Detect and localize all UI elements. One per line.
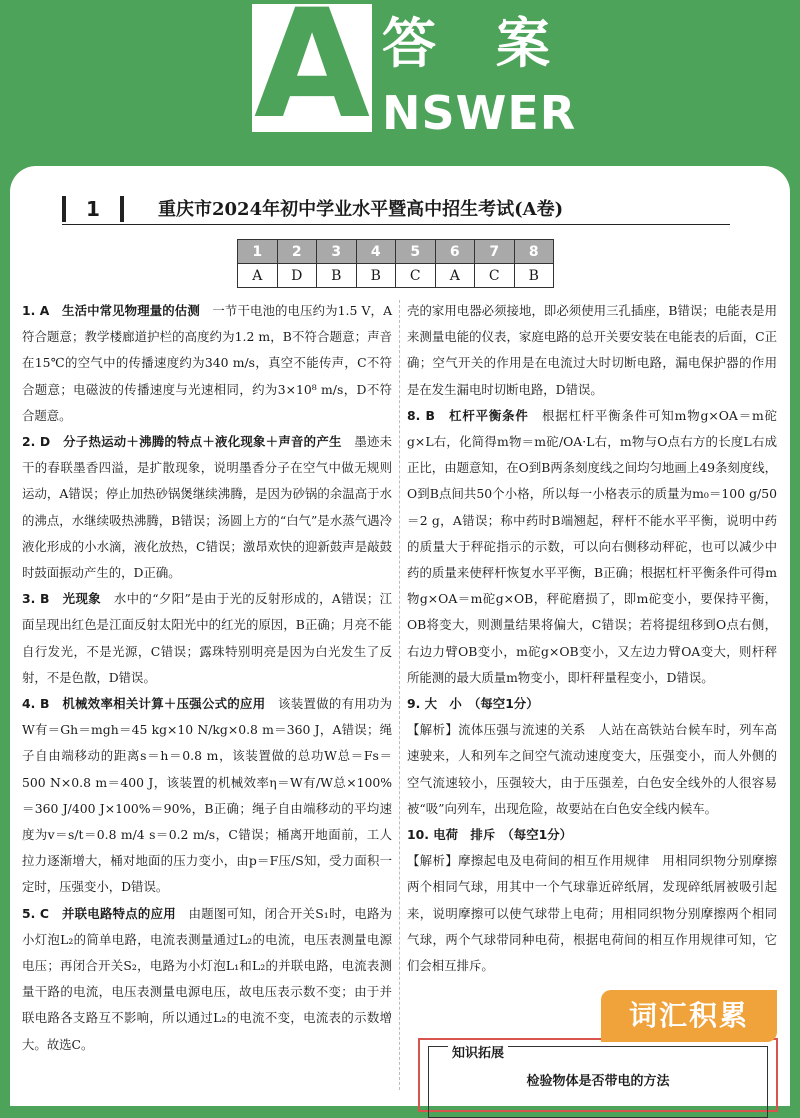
question-text: 壳的家用电器必须接地，即必须使用三孔插座，B错误；电能表是用来测量电能的仪表，家庭电路的总开关要安装在电能表的后面，C正确；空气开关的作用是在电流过大时切断电路，漏电保护器的作用是在发生漏电时切断电路，D错误。 [407, 303, 777, 397]
right-column [407, 298, 777, 979]
answer-letter-cell: C [396, 264, 436, 288]
answer-number-cell: 1 [238, 240, 278, 264]
question-topic: （每空1分） [474, 696, 539, 712]
question-text: 由题图可知，闭合开关S₁时，电路为小灯泡L₂的简单电路，电流表测量通过L₂的电流，电压表测量电源电压；再闭合开关S₂，电路为小灯泡L₁和L₂的并联电路，电流表测量干路的电流，电压表测量电源电压，故电压表示数不变；由于并联电路各支路互不影响，所以通过L₂的电流不变，电流表的示数增大。故选C。 [22, 905, 392, 1052]
section-title-row [62, 196, 730, 225]
section-title: 重庆市2024年初中学业水平暨高中招生考试(A卷) [158, 199, 564, 220]
left-column [22, 298, 392, 1058]
answer-number-cell: 7 [475, 240, 515, 264]
answer-logo-box [252, 0, 372, 152]
question-topic: 杠杆平衡条件 [449, 407, 529, 423]
answer-letter-cell: A [435, 264, 475, 288]
question-text: 水中的“夕阳”是由于光的反射形成的，A错误；江面呈现出红色是江面反射太阳光中的红光的原因，B正确；月亮不能自行发光，不是光源，C错误；露珠特别明亮是因为白光发生了反射，不是色散，D错误。 [22, 591, 393, 685]
question-explanation [22, 691, 392, 901]
question-explanation [22, 586, 392, 691]
answer-letter-cell: B [317, 264, 357, 288]
question-topic: （每空1分） [507, 827, 572, 843]
answer-letter-cell: B [356, 264, 396, 288]
question-number: 8. B [407, 407, 435, 423]
answer-letter-cell: B [514, 264, 554, 288]
question-topic: 机械效率相关计算＋压强公式的应用 [62, 696, 266, 712]
question-number: 3. B [22, 591, 50, 607]
question-text: 【解析】流体压强与流速的关系 人站在高铁站台候车时，列车高速驶来，人和列车之间空气流动速度变大，压强变小，而人外侧的空气流速较小，压强较大，由于压强差，白色安全线外的人很容易被“吸”向列车，出现危险，故要站在白色安全线内候车。 [407, 722, 777, 816]
question-topic: 分子热运动＋沸腾的特点＋液化现象＋声音的产生 [63, 434, 342, 450]
answer-number-cell: 2 [277, 240, 317, 264]
question-explanation [407, 822, 777, 979]
question-explanation [407, 403, 777, 691]
question-explanation [407, 298, 777, 403]
question-number: 5. C [22, 905, 50, 921]
knowledge-label: 知识拓展 [448, 1042, 508, 1061]
question-explanation [22, 901, 392, 1058]
question-explanation [22, 298, 392, 429]
answer-number-cell: 5 [396, 240, 436, 264]
question-number: 2. D [22, 434, 51, 450]
question-text: 一节干电池的电压约为1.5 V，A符合题意；教学楼廊道护栏的高度约为1.2 m，B不符合题意；声音在15℃的空气中的传播速度约为340 m/s，真空不能传声，C不符合题意；电磁波的传播速度与光速相同，约为3×10⁸ m/s，D不符合题意。 [22, 303, 393, 423]
answer-title-cn: 答案 [382, 12, 610, 75]
answer-table-answer-row [238, 264, 554, 288]
section-number: 1 [62, 196, 124, 222]
vocabulary-tag-button[interactable]: 词汇积累 [601, 990, 777, 1042]
answer-number-cell: 3 [317, 240, 357, 264]
answer-title-en: NSWER [382, 86, 577, 140]
question-number: 10. 电荷 排斥 [407, 827, 496, 843]
answer-key-table [237, 239, 554, 288]
question-text: 【解析】摩擦起电及电荷间的相互作用规律 用相同织物分别摩擦两个相同气球，用其中一个气球靠近碎纸屑，发现碎纸屑被吸引起来，说明摩擦可以使气球带上电荷；用相同织物分别摩擦两个相同气球，两个气球带同种电荷，根据电荷间的相互作用规律可知，它们会相互排斥。 [407, 853, 777, 974]
question-number: 9. 大 小 [407, 696, 462, 712]
question-number: 1. A [22, 303, 50, 318]
answer-letter-cell: D [277, 264, 317, 288]
question-explanation [22, 429, 392, 586]
answer-number-cell: 6 [435, 240, 475, 264]
answer-number-cell: 8 [514, 240, 554, 264]
answer-number-cell: 4 [356, 240, 396, 264]
answer-logo-letter: A [253, 0, 371, 152]
question-text: 根据杠杆平衡条件可知m物g×OA＝m砣g×L右，化简得m物＝m砣/OA·L右，m物与O点右方的长度L右成正比，由题意知，在O到B两条刻度线之间均匀地画上49条刻度线，O到B点间共50个小格，所以每一小格表示的质量为m₀＝100 g/50＝2 g，A错误；称中药时B端翘起，秤杆不能水平平衡，说明中药的质量大于秤砣指示的示数，可以向右侧移动秤砣，也可以减少中药的质量来使秤杆恢复水平平衡，B正确；根据杠杆平衡条件可得m物g×OA＝m砣g×OB，秤砣磨损了，即m砣变小，要保持平衡，OB将变大，则测量结果将偏大，C错误；若将提纽移到O点右侧，右边力臂OB变小，m砣g×OB变小，又左边力臂OA变大，则杆秤所能测的最大质量m物变小，即杆秤量程变小，D错误。 [407, 407, 778, 685]
question-topic: 光现象 [62, 591, 102, 607]
knowledge-title: 检验物体是否带电的方法 [526, 1074, 670, 1089]
answer-letter-cell: C [475, 264, 515, 288]
question-topic: 并联电路特点的应用 [61, 905, 176, 921]
answer-letter-cell: A [238, 264, 278, 288]
question-text: 墨迹未干的春联墨香四溢，是扩散现象，说明墨香分子在空气中做无规则运动，A错误；停止加热砂锅煲继续沸腾，是因为砂锅的余温高于水的沸点，水继续吸热沸腾，B错误；汤圆上方的“白气”是水蒸气遇冷液化形成的小水滴，液化放热，C错误；激昂欢快的迎新鼓声是敲鼓时鼓面振动产生的，D正确。 [22, 434, 393, 581]
question-number: 4. B [22, 696, 50, 712]
header-banner [0, 0, 800, 170]
question-topic: 生活中常见物理量的估测 [62, 303, 200, 318]
column-divider [399, 300, 400, 1090]
question-text: 该装置做的有用功为W有＝Gh＝mgh＝45 kg×10 N/kg×0.8 m＝360 J，A错误；绳子自由端移动的距离s＝h＝0.8 m，该装置做的总功W总＝Fs＝500 N×0.8 m＝400 J，该装置的机械效率η＝W有/W总×100%＝360 J/400 J×100%＝90%，B正确；绳子自由端移动的平均速度为v＝s/t＝0.8 m/4 s＝0.2 m/s，C错误；桶离开地面前，工人拉力逐渐增大，桶对地面的压力变小，由p＝F压/S知，受力面积一定时，压强变小，D错误。 [22, 696, 393, 895]
question-explanation [407, 691, 777, 822]
answer-table-header-row [238, 240, 554, 264]
